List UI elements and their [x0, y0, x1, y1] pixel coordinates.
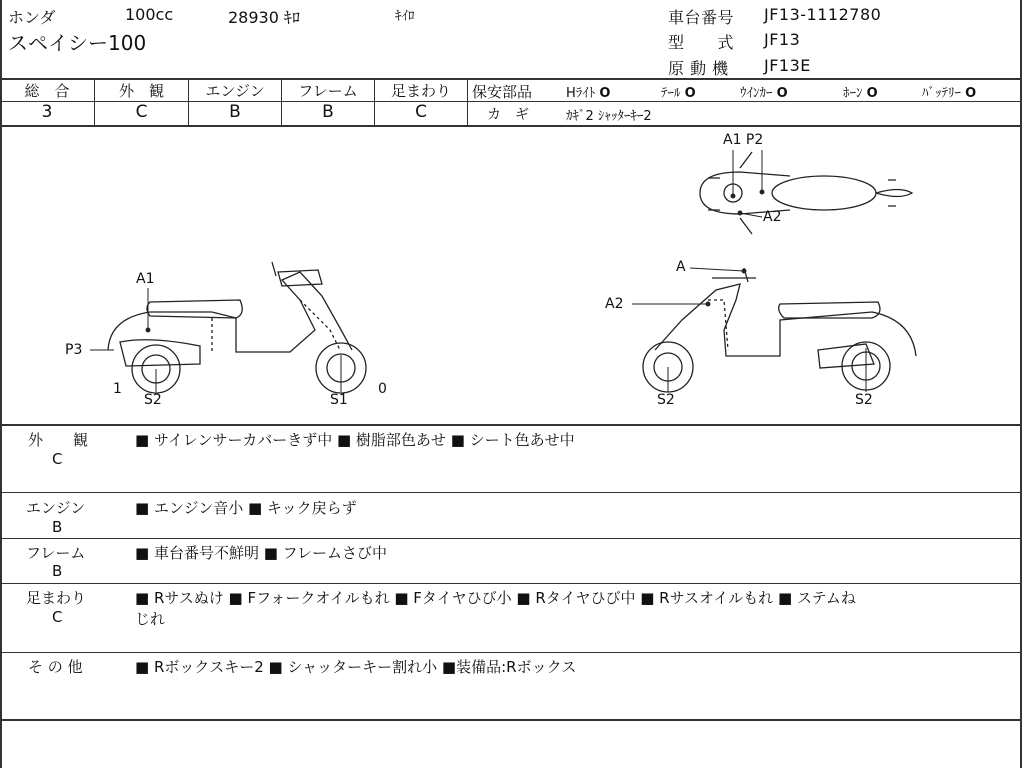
key-value: ｶｷﾞ2 ｼｬｯﾀｰｷｰ2 [566, 109, 652, 124]
grade-value-frame: B [322, 102, 334, 122]
frame-number: JF13-1112780 [764, 5, 882, 24]
detail-label-exterior: 外 観 [28, 431, 89, 449]
right-label-s2-rear: S2 [855, 392, 873, 408]
grade-label-exterior: 外 観 [118, 82, 164, 100]
detail-text-engine: ■ エンジン音小 ■ キック戻らず [135, 499, 357, 517]
type-value: JF13 [764, 30, 801, 49]
right-label-a2: A2 [605, 296, 624, 312]
mileage: 28930 ｷﾛ [228, 8, 300, 27]
safety-item-headlight: Hﾗｲﾄ O [566, 86, 611, 101]
displacement: 100cc [125, 5, 174, 24]
detail-text-suspension: ■ Rサスぬけ ■ Fフォークオイルもれ ■ Fタイヤひび小 ■ Rタイヤひび中 ■ Rサスオイルもれ ■ ステムね [135, 589, 856, 607]
detail-text-exterior: ■ サイレンサーカバーきず中 ■ 樹脂部色あせ ■ シート色あせ中 [135, 431, 575, 449]
type-label: 型 式 [668, 33, 735, 52]
grade-label-engine: エンジン [205, 82, 265, 100]
detail-grade-exterior: C [52, 450, 63, 468]
safety-label: 保安部品 [472, 83, 533, 101]
detail-grade-engine: B [52, 518, 63, 536]
left-label-p3: P3 [65, 342, 83, 358]
grade-value-exterior: C [135, 102, 148, 122]
detail-label-suspension: 足まわり [26, 589, 87, 607]
grade-value-suspension: C [415, 102, 427, 122]
detail-text-other: ■ Rボックスキー2 ■ シャッターキー割れ小 ■装備品:Rボックス [135, 658, 577, 676]
grade-label-overall: 総 合 [24, 82, 70, 100]
maker-name: ホンダ [8, 8, 56, 27]
safety-item-tail: ﾃｰﾙ O [661, 86, 696, 101]
engine-value: JF13E [764, 56, 811, 75]
left-label-1: 1 [113, 381, 122, 397]
safety-item-winker: ｳｲﾝｶｰ O [740, 86, 788, 101]
detail-label-frame: フレーム [26, 544, 86, 562]
detail-grade-frame: B [52, 562, 63, 580]
detail-label-other: そ の 他 [28, 658, 83, 676]
engine-label: 原 動 機 [668, 59, 729, 78]
detail-label-engine: エンジン [26, 499, 86, 517]
safety-item-battery: ﾊﾞｯﾃﾘｰ O [922, 86, 977, 101]
left-label-a1: A1 [136, 271, 155, 287]
right-label-s2-front: S2 [657, 392, 675, 408]
top-label-a2: A2 [763, 209, 782, 225]
frame-number-label: 車台番号 [668, 8, 735, 27]
grade-label-suspension: 足まわり [390, 82, 451, 100]
left-label-0: 0 [378, 381, 387, 397]
grade-value-overall: 3 [41, 102, 53, 122]
top-label-a1-p2: A1 P2 [723, 132, 764, 148]
grade-label-frame: フレーム [298, 82, 358, 100]
left-label-s2: S2 [144, 392, 162, 408]
detail-text-frame: ■ 車台番号不鮮明 ■ フレームさび中 [135, 544, 388, 562]
key-label: カ ギ [487, 107, 529, 123]
detail-text-suspension-cont: じれ [135, 610, 166, 628]
scooter-right-view [643, 268, 916, 392]
scooter-top-view [700, 152, 912, 234]
safety-item-horn: ﾎｰﾝ O [843, 86, 878, 101]
mileage-unit: ｷｲﾛ [395, 9, 415, 24]
detail-grade-suspension: C [52, 608, 63, 626]
model-name: スペイシー100 [8, 31, 147, 55]
right-label-a: A [676, 259, 686, 275]
grade-value-engine: B [229, 102, 241, 122]
left-label-s1: S1 [330, 392, 348, 408]
